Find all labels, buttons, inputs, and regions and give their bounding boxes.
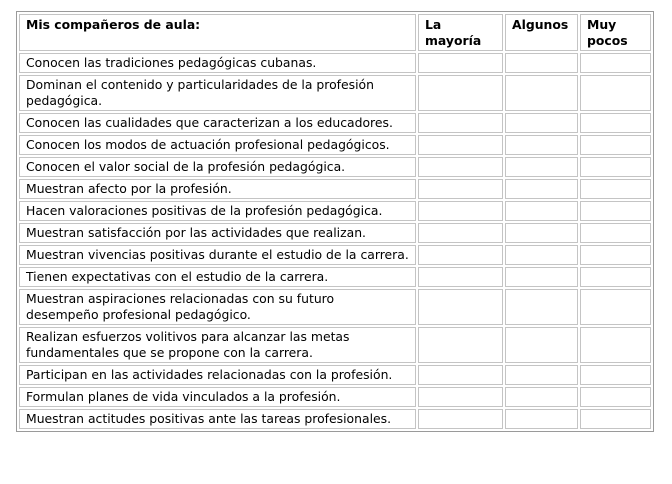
table-row [19, 53, 651, 73]
answer-few-cell[interactable] [580, 135, 651, 155]
table-row [19, 113, 651, 133]
answer-majority-cell[interactable] [418, 327, 503, 363]
table-row [19, 267, 651, 287]
table-row [19, 179, 651, 199]
answer-majority-cell[interactable] [418, 223, 503, 243]
statement-cell: Hacen valoraciones positivas de la profesión pedagógica. [19, 201, 416, 221]
answer-few-cell[interactable] [580, 53, 651, 73]
statement-cell: Conocen los modos de actuación profesional pedagógicos. [19, 135, 416, 155]
answer-majority-cell[interactable] [418, 245, 503, 265]
table-row [19, 409, 651, 429]
table-row [19, 327, 651, 363]
answer-majority-cell[interactable] [418, 157, 503, 177]
answer-majority-cell[interactable] [418, 267, 503, 287]
answer-some-cell[interactable] [505, 157, 578, 177]
answer-majority-cell[interactable] [418, 289, 503, 325]
table-row [19, 201, 651, 221]
answer-some-cell[interactable] [505, 135, 578, 155]
answer-majority-cell[interactable] [418, 53, 503, 73]
answer-few-cell[interactable] [580, 267, 651, 287]
answer-majority-cell[interactable] [418, 387, 503, 407]
statement-cell: Dominan el contenido y particularidades de la profesión pedagógica. [19, 75, 416, 111]
statement-cell: Formulan planes de vida vinculados a la profesión. [19, 387, 416, 407]
answer-some-cell[interactable] [505, 53, 578, 73]
answer-majority-cell[interactable] [418, 135, 503, 155]
statement-cell: Conocen las cualidades que caracterizan a los educadores. [19, 113, 416, 133]
table-row [19, 289, 651, 325]
answer-some-cell[interactable] [505, 245, 578, 265]
table-row [19, 387, 651, 407]
answer-few-cell[interactable] [580, 201, 651, 221]
answer-majority-cell[interactable] [418, 75, 503, 111]
statement-cell: Realizan esfuerzos volitivos para alcanzar las metas fundamentales que se propone con la carrera. [19, 327, 416, 363]
answer-some-cell[interactable] [505, 113, 578, 133]
answer-some-cell[interactable] [505, 201, 578, 221]
answer-some-cell[interactable] [505, 387, 578, 407]
statement-cell: Participan en las actividades relacionadas con la profesión. [19, 365, 416, 385]
option-few-header: Muy pocos [580, 14, 651, 51]
option-majority-header: La mayoría [418, 14, 503, 51]
table-row [19, 365, 651, 385]
answer-few-cell[interactable] [580, 245, 651, 265]
answer-some-cell[interactable] [505, 75, 578, 111]
answer-few-cell[interactable] [580, 113, 651, 133]
answer-some-cell[interactable] [505, 223, 578, 243]
statement-cell: Muestran vivencias positivas durante el estudio de la carrera. [19, 245, 416, 265]
option-some-header: Algunos [505, 14, 578, 51]
statement-cell: Conocen las tradiciones pedagógicas cubanas. [19, 53, 416, 73]
statement-cell: Muestran afecto por la profesión. [19, 179, 416, 199]
table-row [19, 75, 651, 111]
answer-few-cell[interactable] [580, 75, 651, 111]
answer-few-cell[interactable] [580, 327, 651, 363]
statement-cell: Conocen el valor social de la profesión pedagógica. [19, 157, 416, 177]
statement-cell: Muestran aspiraciones relacionadas con su futuro desempeño profesional pedagógico. [19, 289, 416, 325]
answer-some-cell[interactable] [505, 289, 578, 325]
answer-some-cell[interactable] [505, 327, 578, 363]
answer-majority-cell[interactable] [418, 365, 503, 385]
answer-majority-cell[interactable] [418, 409, 503, 429]
answer-few-cell[interactable] [580, 387, 651, 407]
answer-majority-cell[interactable] [418, 179, 503, 199]
answer-few-cell[interactable] [580, 179, 651, 199]
statement-cell: Muestran actitudes positivas ante las tareas profesionales. [19, 409, 416, 429]
table-row [19, 157, 651, 177]
statement-header: Mis compañeros de aula: [19, 14, 416, 51]
survey-table [16, 11, 654, 432]
statement-cell: Tienen expectativas con el estudio de la carrera. [19, 267, 416, 287]
answer-some-cell[interactable] [505, 365, 578, 385]
table-row [19, 135, 651, 155]
answer-few-cell[interactable] [580, 223, 651, 243]
answer-some-cell[interactable] [505, 409, 578, 429]
header-row [19, 14, 651, 51]
answer-some-cell[interactable] [505, 179, 578, 199]
survey-body [19, 53, 651, 429]
answer-few-cell[interactable] [580, 157, 651, 177]
statement-cell: Muestran satisfacción por las actividades que realizan. [19, 223, 416, 243]
answer-majority-cell[interactable] [418, 113, 503, 133]
answer-few-cell[interactable] [580, 289, 651, 325]
answer-some-cell[interactable] [505, 267, 578, 287]
answer-majority-cell[interactable] [418, 201, 503, 221]
table-row [19, 223, 651, 243]
table-row [19, 245, 651, 265]
answer-few-cell[interactable] [580, 409, 651, 429]
answer-few-cell[interactable] [580, 365, 651, 385]
